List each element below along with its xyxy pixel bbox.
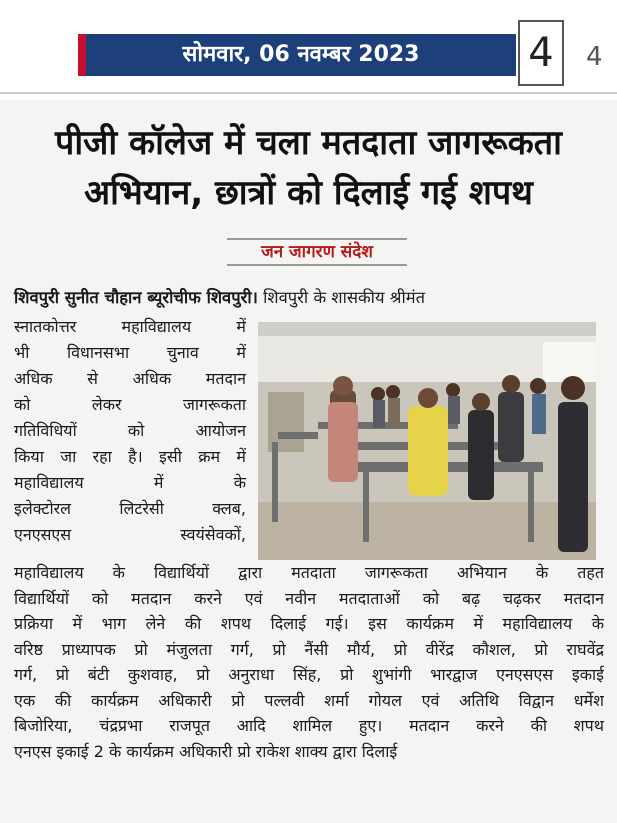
text-line: स्नातकोत्तर महाविद्यालय में xyxy=(14,317,246,336)
text-line: महाविद्यालय में के xyxy=(14,473,246,492)
text-line: वरिष्ठ प्राध्यापक प्रो मंजुलता गर्ग, प्रो नैंसी मौर्य, प्रो वीरेंद्र कौशल, प्रो राघवेंद्र xyxy=(14,639,604,659)
lead-text: शिवपुरी के शासकीय श्रीमंत xyxy=(257,288,425,307)
news-photo xyxy=(258,322,596,560)
text-line: गर्ग, प्रो बंटी कुशवाह, प्रो अनुराधा सिंह, प्रो शुभांगी भारद्वाज एनएसएस इकाई xyxy=(14,665,604,684)
date-banner: सोमवार, 06 नवम्बर 2023 xyxy=(78,34,516,76)
text-line: भी विधानसभा चुनाव में xyxy=(14,343,246,362)
body-text xyxy=(14,560,604,764)
text-line: विद्यार्थियों को मतदान करने एवं नवीन मतदाताओं को बढ़ चढ़कर मतदान xyxy=(14,588,604,608)
text-line: गतिविधियों को आयोजन xyxy=(14,421,246,440)
narrow-column-text xyxy=(14,314,246,548)
text-line: एनएसएस स्वयंसेवकों, xyxy=(14,525,246,544)
text-line: एक की कार्यक्रम अधिकारी प्रो पल्लवी शर्मा गोयल एवं अतिथि विद्वान धर्मेश xyxy=(14,690,604,710)
page-number: 4 xyxy=(586,42,603,72)
classroom-photo-illustration xyxy=(258,322,596,560)
headline xyxy=(14,118,603,218)
headline-line-1: पीजी कॉलेज में चला मतदाता जागरूकता xyxy=(55,123,562,163)
text-line: एनएस इकाई 2 के कार्यक्रम अधिकारी प्रो राकेश शाक्य द्वारा दिलाई xyxy=(14,741,398,761)
text-line: किया जा रहा है। इसी क्रम में xyxy=(14,447,246,466)
dateline: शिवपुरी सुनीत चौहान ब्यूरोचीफ शिवपुरी। xyxy=(14,288,258,307)
lead-line xyxy=(14,286,614,310)
text-line: इलेक्टोरल लिटरेसी क्लब, xyxy=(14,499,246,518)
headline-line-2: अभियान, छात्रों को दिलाई गई शपथ xyxy=(84,173,533,213)
source-label: जन जागरण संदेश xyxy=(227,238,407,266)
page-number-box: 4 xyxy=(518,20,564,86)
text-line: बिजोरिया, चंद्रप्रभा राजपूत आदि शामिल हुए। मतदान करने की शपथ xyxy=(14,716,604,735)
text-line: को लेकर जागरूकता xyxy=(14,395,246,414)
header-divider xyxy=(0,92,617,94)
text-line: अधिक से अधिक मतदान xyxy=(14,369,246,388)
text-line: महाविद्यालय के विद्यार्थियों द्वारा मतदाता जागरूकता अभियान के तहत xyxy=(14,563,604,582)
text-line: प्रक्रिया में भाग लेने की शपथ दिलाई गई। इस कार्यक्रम में महाविद्यालय के xyxy=(14,614,604,633)
